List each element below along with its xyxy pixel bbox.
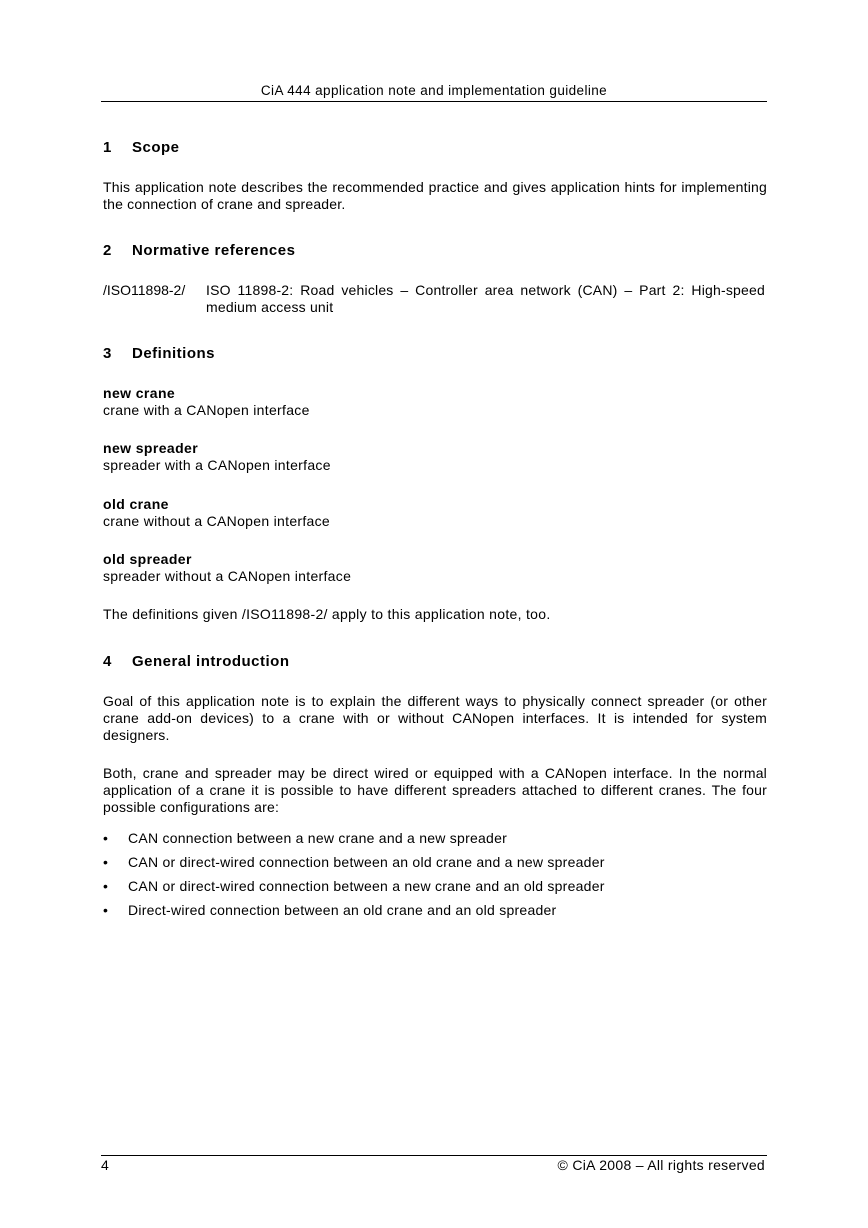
definition-term: new spreader (103, 440, 199, 456)
definitions-note: The definitions given /ISO11898-2/ apply to this application note, too. (103, 606, 551, 622)
section-heading-definitions (103, 345, 215, 362)
introduction-paragraph: Goal of this application note is to explain the different ways to physically connect spreader (or other crane add-on devices) to a crane with or without CANopen interfaces. It is intended for system designers. (103, 693, 767, 743)
header-rule (101, 101, 767, 102)
reference-text: ISO 11898-2: Road vehicles – Controller area network (CAN) – Part 2: High-speed medium access unit (206, 282, 765, 315)
section-number: 2 (103, 242, 112, 259)
copyright-notice: © CiA 2008 – All rights reserved (557, 1157, 765, 1173)
bullet-icon: • (103, 902, 109, 918)
list-item-text: CAN or direct-wired connection between an old crane and a new spreader (128, 854, 605, 870)
footer-rule (101, 1155, 767, 1156)
document-page (101, 0, 767, 1228)
definition-term: old spreader (103, 551, 192, 567)
section-number: 4 (103, 653, 112, 670)
section-number: 3 (103, 345, 112, 362)
introduction-paragraph: Both, crane and spreader may be direct wired or equipped with a CANopen interface. In the normal application of a crane it is possible to have different spreaders attached to different cranes. The four possible configurations are: (103, 765, 767, 815)
definition-text: crane with a CANopen interface (103, 402, 310, 418)
definition-term: new crane (103, 385, 176, 401)
bullet-icon: • (103, 854, 109, 870)
section-heading-normative-references (103, 242, 295, 259)
definition-text: crane without a CANopen interface (103, 513, 331, 529)
section-title: Normative references (132, 242, 296, 259)
definition-term: old crane (103, 496, 169, 512)
list-item-text: CAN connection between a new crane and a new spreader (128, 830, 508, 846)
bullet-icon: • (103, 830, 109, 846)
section-title: General introduction (132, 653, 290, 670)
section-number: 1 (103, 139, 112, 156)
list-item-text: CAN or direct-wired connection between a new crane and an old spreader (128, 878, 605, 894)
definition-text: spreader without a CANopen interface (103, 568, 352, 584)
list-item-text: Direct-wired connection between an old crane and an old spreader (128, 902, 557, 918)
bullet-icon: • (103, 878, 109, 894)
section-title: Scope (132, 139, 180, 156)
section-heading-general-introduction (103, 653, 290, 670)
section-title: Definitions (132, 345, 215, 362)
definition-text: spreader with a CANopen interface (103, 457, 331, 473)
page-number: 4 (101, 1157, 109, 1173)
scope-paragraph: This application note describes the recommended practice and gives application hints for implementing the connection of crane and spreader. (103, 179, 767, 212)
running-header: CiA 444 application note and implementation guideline (260, 83, 608, 98)
section-heading-scope (103, 139, 180, 156)
reference-key: /ISO11898-2/ (103, 282, 186, 298)
